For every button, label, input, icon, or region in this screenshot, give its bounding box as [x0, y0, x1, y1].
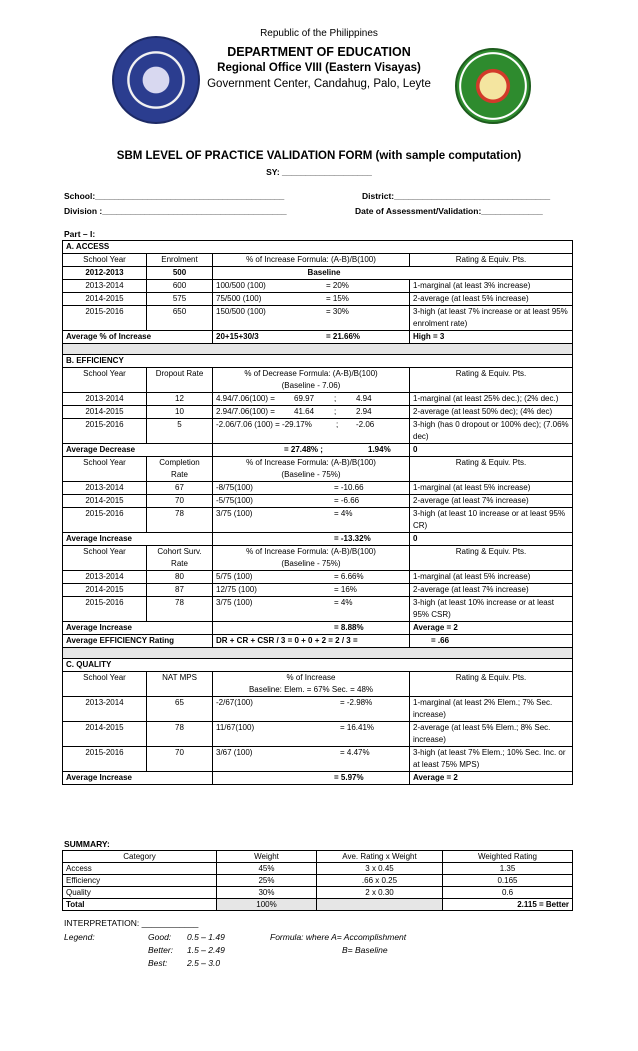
formula-text: 12/75 (100) — [216, 585, 257, 594]
header-cell — [213, 457, 410, 482]
result-text: = 30% — [326, 307, 349, 316]
separator-text: ; — [334, 394, 337, 403]
summary-label: SUMMARY: — [64, 839, 110, 849]
table-row — [63, 597, 573, 622]
table-row — [63, 863, 573, 875]
legend-label: Legend: — [64, 932, 95, 942]
legend-better-range: 1.5 – 2.49 — [187, 945, 225, 955]
header-cell: Weight — [217, 851, 317, 863]
header-cell: Rating & Equiv. Pts. — [410, 254, 573, 267]
result-text: = .66 — [431, 636, 450, 645]
result-text: = -13.32% — [334, 534, 371, 543]
table-cell — [213, 508, 410, 533]
formula-text: -2/67(100) — [216, 698, 253, 707]
table-cell: 2013-2014 — [63, 393, 147, 406]
header-cell: NAT MPS — [147, 672, 213, 697]
header-cell: School Year — [63, 672, 147, 697]
table-cell: 30% — [217, 887, 317, 899]
divider-row — [63, 344, 573, 355]
table-cell: 2013-2014 — [63, 280, 147, 293]
table-cell — [213, 419, 410, 444]
result-text: 41.64 — [294, 407, 315, 416]
table-cell: Quality — [63, 887, 217, 899]
table-cell: 2015-2016 — [63, 508, 147, 533]
efficiency-rating-value — [410, 635, 573, 648]
efficiency-rating-formula: DR + CR + CSR / 3 = 0 + 0 + 2 = 2 / 3 = — [213, 635, 410, 648]
formula-text: 2.94/7.06(100) = — [216, 407, 275, 416]
table-cell: 2014-2015 — [63, 406, 147, 419]
header-baseline: Baseline: Elem. = 67% Sec. = 48% — [248, 685, 374, 694]
table-cell: 2014-2015 — [63, 722, 147, 747]
header-baseline: (Baseline - 7.06) — [281, 381, 341, 390]
table-cell: 2014-2015 — [63, 495, 147, 508]
table-cell: 78 — [147, 508, 213, 533]
result-text: = 21.66% — [326, 332, 361, 341]
table-row — [63, 393, 573, 406]
formula-text: -2.06/7.06 (100) = -29.17% — [216, 420, 312, 429]
table-cell: 3 x 0.45 — [317, 863, 443, 875]
address-text: Government Center, Candahug, Palo, Leyte — [207, 78, 431, 90]
table-cell: 10 — [147, 406, 213, 419]
header-cell — [213, 672, 410, 697]
average-label: Average Increase — [63, 622, 213, 635]
header-text: % of Increase Formula: (A-B)/B(100) — [246, 458, 376, 467]
table-cell — [213, 584, 410, 597]
result-text: = 20% — [326, 281, 349, 290]
formula-text: -8/75(100) — [216, 483, 253, 492]
table-cell: 600 — [147, 280, 213, 293]
result-text: = 27.48% ; — [284, 445, 323, 454]
average-rating: 0 — [410, 444, 573, 457]
table-cell: 2012-2013 — [63, 267, 147, 280]
table-row — [63, 697, 573, 722]
header-text: % of Increase — [286, 673, 336, 682]
table-cell: 650 — [147, 306, 213, 331]
table-row — [63, 875, 573, 887]
header-cell: Cohort Surv. Rate — [147, 546, 213, 571]
table-cell: 3-high (at least 10 increase or at least 95% CR) — [410, 508, 573, 533]
header-cell: Completion Rate — [147, 457, 213, 482]
republic-text: Republic of the Philippines — [260, 28, 378, 39]
formula-text: 4.94/7.06(100) = — [216, 394, 275, 403]
table-row — [63, 280, 573, 293]
separator-text: ; — [336, 420, 339, 429]
table-cell: 2.115 = Better — [443, 899, 573, 911]
letterhead — [0, 0, 638, 130]
result-text: = 4.47% — [340, 748, 370, 757]
table-row — [63, 293, 573, 306]
table-cell: 1-marginal (at least 3% increase) — [410, 280, 573, 293]
table-cell: 0.165 — [443, 875, 573, 887]
header-cell: Dropout Rate — [147, 368, 213, 393]
table-row — [63, 722, 573, 747]
average-rating: Average = 2 — [410, 622, 573, 635]
department-title: DEPARTMENT OF EDUCATION — [227, 45, 411, 59]
table-cell: 65 — [147, 697, 213, 722]
table-cell: 25% — [217, 875, 317, 887]
formula-legend: Formula: where A= Accomplishment — [270, 932, 407, 942]
table-cell — [213, 482, 410, 495]
legend-best-label: Best: — [148, 958, 168, 968]
table-cell — [317, 899, 443, 911]
table-cell: 2-average (at least 7% increase) — [410, 584, 573, 597]
table-cell — [213, 293, 410, 306]
header-cell — [213, 546, 410, 571]
average-label: Average Increase — [63, 533, 213, 546]
formula-text: 100/500 (100) — [216, 281, 266, 290]
header-cell: Ave. Rating x Weight — [317, 851, 443, 863]
table-cell: Total — [63, 899, 217, 911]
formula-text: 3/75 (100) — [216, 598, 253, 607]
section-efficiency: B. EFFICIENCY — [63, 355, 573, 368]
average-label: Average % of Increase — [63, 331, 213, 344]
table-cell: 5 — [147, 419, 213, 444]
table-cell: 3-high (at least 7% Elem.; 10% Sec. Inc. or at least 75% MPS) — [410, 747, 573, 772]
table-cell: 2-average (at least 7% increase) — [410, 495, 573, 508]
table-cell — [213, 597, 410, 622]
result-text: = -10.66 — [334, 483, 364, 492]
table-row — [63, 584, 573, 597]
table-cell — [213, 393, 410, 406]
table-cell: 1-marginal (at least 5% increase) — [410, 482, 573, 495]
table-cell: 2013-2014 — [63, 571, 147, 584]
table-cell: 500 — [147, 267, 213, 280]
result-text: = -2.98% — [340, 698, 373, 707]
header-cell: School Year — [63, 254, 147, 267]
table-cell — [213, 444, 410, 457]
table-row — [63, 482, 573, 495]
result-text: = 5.97% — [334, 773, 364, 782]
table-cell: 2015-2016 — [63, 747, 147, 772]
header-baseline: (Baseline - 75%) — [281, 470, 341, 479]
legend-best-range: 2.5 – 3.0 — [187, 958, 221, 968]
table-cell: 80 — [147, 571, 213, 584]
table-cell: 1-marginal (at least 2% Elem.; 7% Sec. increase) — [410, 697, 573, 722]
table-cell: 78 — [147, 722, 213, 747]
result-text: = 16% — [334, 585, 357, 594]
average-rating: High = 3 — [410, 331, 573, 344]
table-cell — [213, 697, 410, 722]
table-cell: 100% — [217, 899, 317, 911]
header-cell: School Year — [63, 457, 147, 482]
result-text: 69.97 — [294, 394, 315, 403]
result-text: = 8.88% — [334, 623, 364, 632]
table-cell — [213, 571, 410, 584]
table-cell — [213, 406, 410, 419]
result-text: = -6.66 — [334, 496, 360, 505]
interpretation-field: INTERPRETATION: ____________ — [64, 918, 199, 928]
table-cell: 2015-2016 — [63, 306, 147, 331]
result-text: 1.94% — [368, 445, 391, 454]
table-cell — [213, 280, 410, 293]
average-label: Average Decrease — [63, 444, 213, 457]
header-cell: Enrolment — [147, 254, 213, 267]
table-cell: 1.35 — [443, 863, 573, 875]
school-year-field: SY: ___________________ — [266, 167, 372, 177]
table-cell: 2013-2014 — [63, 482, 147, 495]
section-access: A. ACCESS — [63, 241, 573, 254]
formula-text: 150/500 (100) — [216, 307, 266, 316]
table-row — [63, 508, 573, 533]
table-cell: 78 — [147, 597, 213, 622]
formula-text: 20+15+30/3 — [216, 332, 259, 341]
table-row — [63, 571, 573, 584]
table-row — [63, 306, 573, 331]
header-cell: % of Increase Formula: (A-B)/B(100) — [213, 254, 410, 267]
table-cell: 45% — [217, 863, 317, 875]
header-cell: School Year — [63, 546, 147, 571]
table-cell — [213, 306, 410, 331]
result-text: 2.94 — [356, 407, 372, 416]
table-cell: 2014-2015 — [63, 584, 147, 597]
formula-text: 3/75 (100) — [216, 509, 253, 518]
table-cell — [213, 722, 410, 747]
formula-text: 11/67(100) — [216, 723, 255, 732]
average-rating: 0 — [410, 533, 573, 546]
table-cell: 2-average (at least 5% increase) — [410, 293, 573, 306]
table-cell: 3-high (at least 7% increase or at least 95% enrolment rate) — [410, 306, 573, 331]
table-cell: 575 — [147, 293, 213, 306]
summary-table — [62, 850, 573, 911]
total-row — [63, 899, 573, 911]
result-text: = 15% — [326, 294, 349, 303]
table-cell — [213, 495, 410, 508]
table-row — [63, 406, 573, 419]
header-cell: School Year — [63, 368, 147, 393]
result-text: -2.06 — [356, 420, 375, 429]
table-cell: 3-high (has 0 dropout or 100% dec); (7.06% dec) — [410, 419, 573, 444]
header-text: % of Decrease Formula: (A-B)/B(100) — [244, 369, 378, 378]
table-cell: 2013-2014 — [63, 697, 147, 722]
header-cell: Rating & Equiv. Pts. — [410, 368, 573, 393]
table-cell: 12 — [147, 393, 213, 406]
table-row — [63, 747, 573, 772]
table-cell — [213, 331, 410, 344]
table-cell — [213, 622, 410, 635]
table-cell: 2-average (at least 50% dec); (4% dec) — [410, 406, 573, 419]
separator-text: ; — [334, 407, 337, 416]
table-cell: Access — [63, 863, 217, 875]
table-cell: Efficiency — [63, 875, 217, 887]
school-field: School:________________________________________ — [64, 191, 285, 201]
header-cell: Rating & Equiv. Pts. — [410, 457, 573, 482]
table-row — [63, 419, 573, 444]
table-cell: 87 — [147, 584, 213, 597]
table-cell: 67 — [147, 482, 213, 495]
table-cell: .66 x 0.25 — [317, 875, 443, 887]
legend-good-label: Good: — [148, 932, 172, 942]
table-cell: 2015-2016 — [63, 419, 147, 444]
result-text: = 16.41% — [340, 723, 375, 732]
formula-text: -5/75(100) — [216, 496, 253, 505]
result-text: 4.94 — [356, 394, 372, 403]
table-cell: 70 — [147, 747, 213, 772]
part-label: Part – I: — [64, 229, 96, 239]
table-cell: 0.6 — [443, 887, 573, 899]
division-field: Division :_______________________________________ — [64, 206, 287, 216]
average-label: Average Increase — [63, 772, 213, 785]
form-title: SBM LEVEL OF PRACTICE VALIDATION FORM (with sample computation) — [116, 150, 522, 162]
divider-row — [63, 648, 573, 659]
section-quality: C. QUALITY — [63, 659, 573, 672]
district-field: District:_________________________________ — [362, 191, 551, 201]
legend-better-label: Better: — [148, 945, 174, 955]
header-cell: Weighted Rating — [443, 851, 573, 863]
table-cell: 2014-2015 — [63, 293, 147, 306]
result-text: = 6.66% — [334, 572, 364, 581]
header-cell: Rating & Equiv. Pts. — [410, 672, 573, 697]
header-cell: Rating & Equiv. Pts. — [410, 546, 573, 571]
table-cell — [213, 772, 410, 785]
date-field: Date of Assessment/Validation:_____________ — [355, 206, 543, 216]
header-cell — [213, 368, 410, 393]
table-row — [63, 887, 573, 899]
table-row — [63, 495, 573, 508]
formula-text: 3/67 (100) — [216, 748, 253, 757]
table-cell: 3-high (at least 10% increase or at least 95% CSR) — [410, 597, 573, 622]
header-baseline: (Baseline - 75%) — [281, 559, 341, 568]
table-cell: 2015-2016 — [63, 597, 147, 622]
efficiency-rating-label: Average EFFICIENCY Rating — [63, 635, 213, 648]
formula-text: 75/500 (100) — [216, 294, 262, 303]
validation-table — [62, 240, 573, 785]
table-cell: 2 x 0.30 — [317, 887, 443, 899]
table-cell — [213, 747, 410, 772]
average-rating: Average = 2 — [410, 772, 573, 785]
formula-text: 5/75 (100) — [216, 572, 253, 581]
formula-legend-b: B= Baseline — [342, 945, 388, 955]
table-cell: 70 — [147, 495, 213, 508]
table-cell — [213, 533, 410, 546]
table-cell: Baseline — [213, 267, 573, 280]
result-text: = 4% — [334, 598, 353, 607]
header-text: % of Increase Formula: (A-B)/B(100) — [246, 547, 376, 556]
header-cell: Category — [63, 851, 217, 863]
table-cell: 2-average (at least 5% Elem.; 8% Sec. increase) — [410, 722, 573, 747]
table-cell: 1-marginal (at least 25% dec.); (2% dec.) — [410, 393, 573, 406]
result-text: = 4% — [334, 509, 353, 518]
region-title: Regional Office VIII (Eastern Visayas) — [217, 62, 421, 74]
legend-good-range: 0.5 – 1.49 — [187, 932, 225, 942]
table-cell: 1-marginal (at least 5% increase) — [410, 571, 573, 584]
